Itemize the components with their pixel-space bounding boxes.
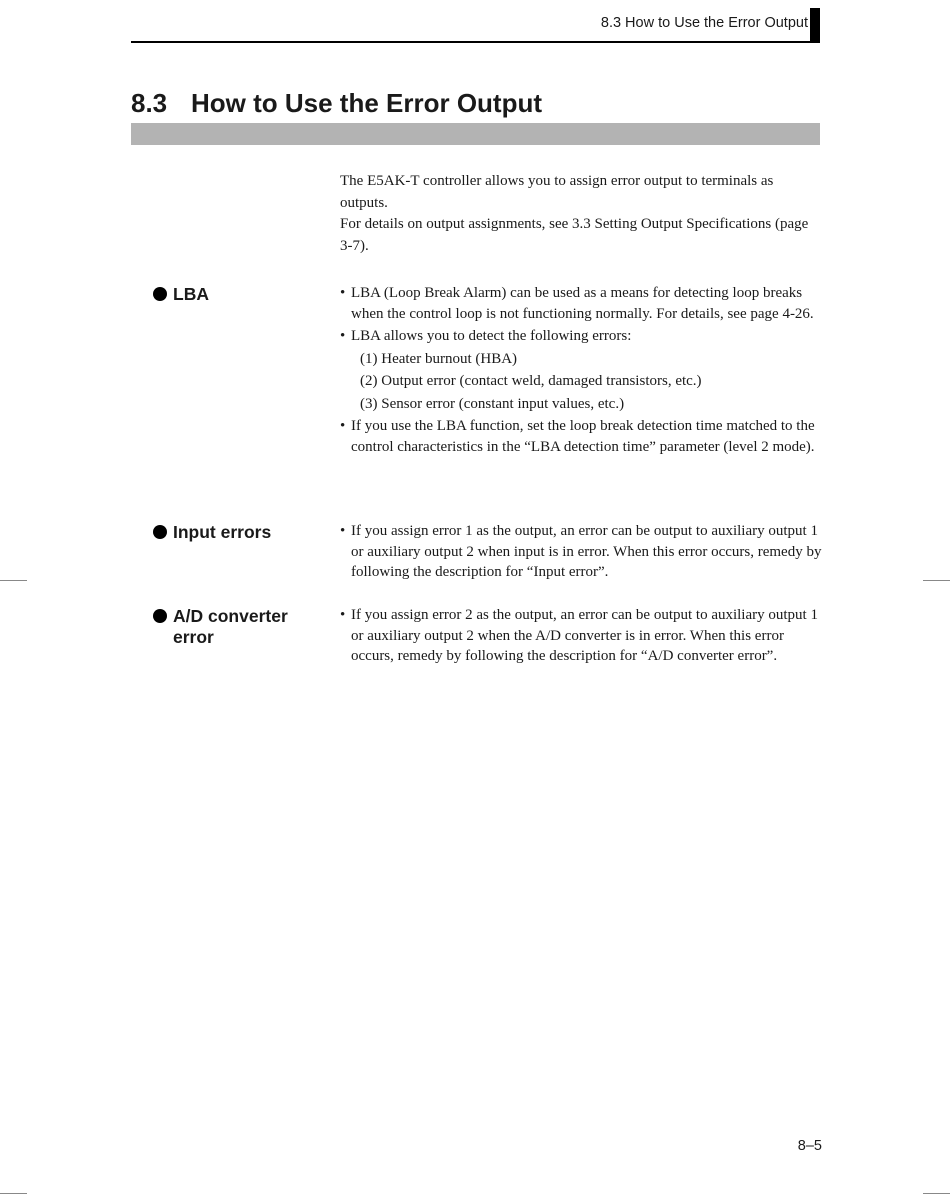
bullet-icon: • — [340, 607, 346, 623]
error-item: (3) Sensor error (constant input values, etc.) — [360, 395, 625, 412]
bullet-icon: • — [340, 285, 346, 301]
list-item: • LBA (Loop Break Alarm) can be used as a means for detecting loop breaks when the control loop is not functioning normally. For details, see page 4-26. — [340, 285, 814, 322]
ad-converter-heading-line1: A/D converter — [173, 606, 288, 626]
running-header: 8.3 How to Use the Error Output — [600, 15, 808, 31]
crop-mark — [0, 580, 27, 581]
list-item: • LBA allows you to detect the following errors: (1) Heater burnout (HBA) (2) Output error (contact weld, damaged transistors, etc.) (3) Sensor error (constant input values, etc.) — [340, 326, 824, 414]
section-title-text: How to Use the Error Output — [191, 88, 542, 118]
bullet-icon: • — [340, 523, 346, 539]
page-number: 8–5 — [797, 1138, 822, 1154]
title-bar — [131, 123, 820, 145]
crop-mark — [0, 1193, 27, 1194]
bullet-dot-icon — [153, 609, 167, 623]
lba-heading — [153, 284, 209, 305]
section-title — [131, 88, 542, 119]
bullet-dot-icon — [153, 525, 167, 539]
intro-paragraph-1: The E5AK-T controller allows you to assign error output to terminals as outputs. — [340, 173, 774, 211]
section-number: 8.3 — [131, 88, 168, 118]
list-item: • If you use the LBA function, set the loop break detection time matched to the control characteristics in the “LBA detection time” parameter (level 2 mode). — [340, 418, 815, 455]
header-rule — [131, 41, 820, 43]
list-item: • If you assign error 2 as the output, an error can be output to auxiliary output 1 or auxiliary output 2 when the A/D converter is in error. When this error occurs, remedy by following the description for “A/D converter error”. — [340, 607, 818, 664]
lba-heading-text: LBA — [173, 284, 209, 304]
bullet-dot-icon — [153, 287, 167, 301]
header-tab-mark — [810, 8, 820, 43]
ad-converter-bullet-list — [340, 605, 824, 669]
bullet-icon: • — [340, 328, 346, 344]
input-errors-heading — [153, 522, 271, 543]
list-item: • If you assign error 1 as the output, an error can be output to auxiliary output 1 or auxiliary output 2 when input is in error. When this error occurs, remedy by following the description for “Input error”. — [340, 523, 822, 580]
input-errors-bullet-list — [340, 521, 824, 585]
intro-paragraph-2: For details on output assignments, see 3.3 Setting Output Specifications (page 3-7). — [340, 216, 809, 254]
intro-text — [340, 171, 824, 257]
input-errors-heading-text: Input errors — [173, 522, 272, 542]
crop-mark — [923, 580, 950, 581]
ad-converter-heading-line2: error — [173, 627, 214, 647]
bullet-icon: • — [340, 418, 346, 434]
error-item: (1) Heater burnout (HBA) — [360, 350, 518, 367]
crop-mark — [923, 1193, 950, 1194]
ad-converter-heading — [153, 606, 288, 648]
lba-bullet-list — [340, 283, 824, 459]
error-item: (2) Output error (contact weld, damaged transistors, etc.) — [360, 373, 702, 389]
